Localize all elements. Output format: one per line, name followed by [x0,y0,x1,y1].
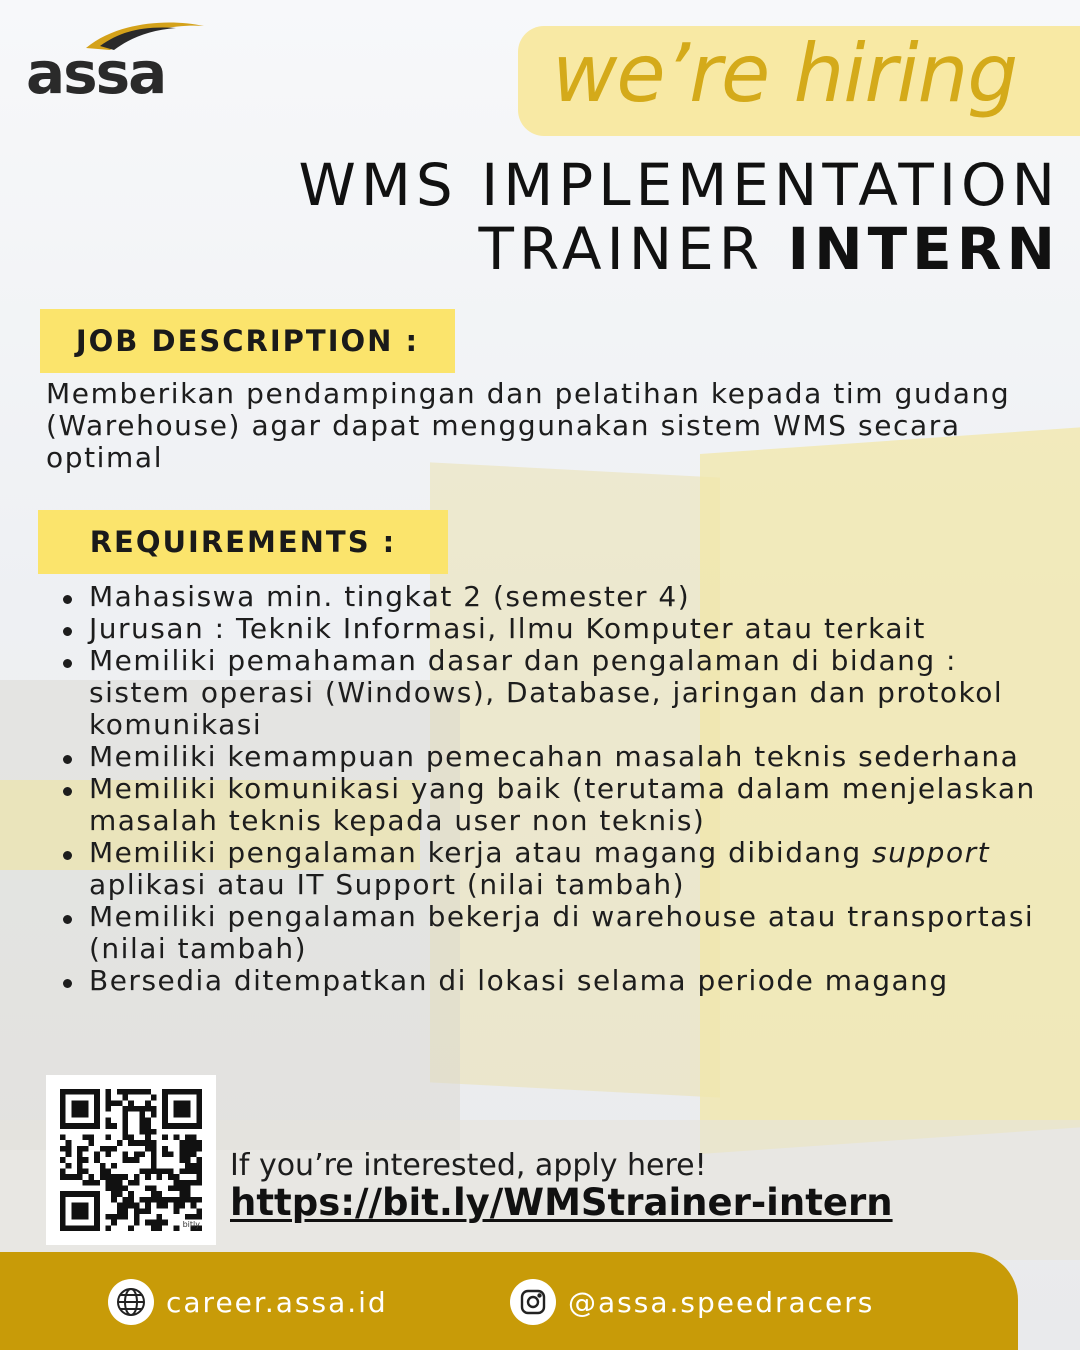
qr-code-icon [60,1089,202,1231]
requirement-item: Bersedia ditempatkan di lokasi selama periode magang [60,965,1045,997]
assa-logo [26,18,216,107]
job-title-line-2 [478,215,1060,283]
job-description-text: Memberikan pendampingan dan pelatihan kepada tim gudang (Warehouse) agar dapat menggunakan sistem WMS secara optimal [46,377,1011,474]
qr-code[interactable] [46,1075,216,1245]
requirement-item: Jurusan : Teknik Informasi, Ilmu Komputer atau terkait [60,613,1045,645]
job-title-prefix: TRAINER [478,215,788,283]
qr-code-tag: bitly [182,1220,200,1229]
job-title-line-1: WMS IMPLEMENTATION [298,151,1060,219]
requirement-item [60,837,1045,901]
job-description-label: JOB DESCRIPTION : [40,309,455,373]
requirement-item: Mahasiswa min. tingkat 2 (semester 4) [60,581,1045,613]
apply-prompt: If you’re interested, apply here! [230,1148,707,1183]
requirement-item: Memiliki pengalaman bekerja di warehouse atau transportasi (nilai tambah) [60,901,1045,965]
instagram-text: @assa.speedracers [568,1285,875,1319]
footer-instagram[interactable] [510,1279,874,1325]
requirement-item: Memiliki komunikasi yang baik (terutama dalam menjelaskan masalah teknis kepada user non teknis) [60,773,1045,837]
requirements-list [60,581,1045,997]
instagram-icon [510,1279,556,1325]
job-title-bold: INTERN [787,215,1060,283]
logo-wordmark: assa [26,39,166,107]
requirement-item: Memiliki kemampuan pemecahan masalah teknis sederhana [60,741,1045,773]
requirement-lead: Memiliki pengalaman kerja atau magang dibidang [89,836,873,869]
requirement-italic: support [872,836,991,869]
website-text: career.assa.id [166,1285,388,1319]
footer-website[interactable] [108,1279,388,1325]
requirement-rest: aplikasi atau IT Support (nilai tambah) [89,868,686,901]
globe-icon [108,1279,154,1325]
apply-link[interactable]: https://bit.ly/WMStrainer-intern [230,1181,893,1224]
requirements-label: REQUIREMENTS : [38,510,448,574]
hiring-tagline: we’re hiring [552,27,1018,120]
requirement-item: Memiliki pemahaman dasar dan pengalaman di bidang : sistem operasi (Windows), Database, jaringan dan protokol komunikasi [60,645,1045,741]
